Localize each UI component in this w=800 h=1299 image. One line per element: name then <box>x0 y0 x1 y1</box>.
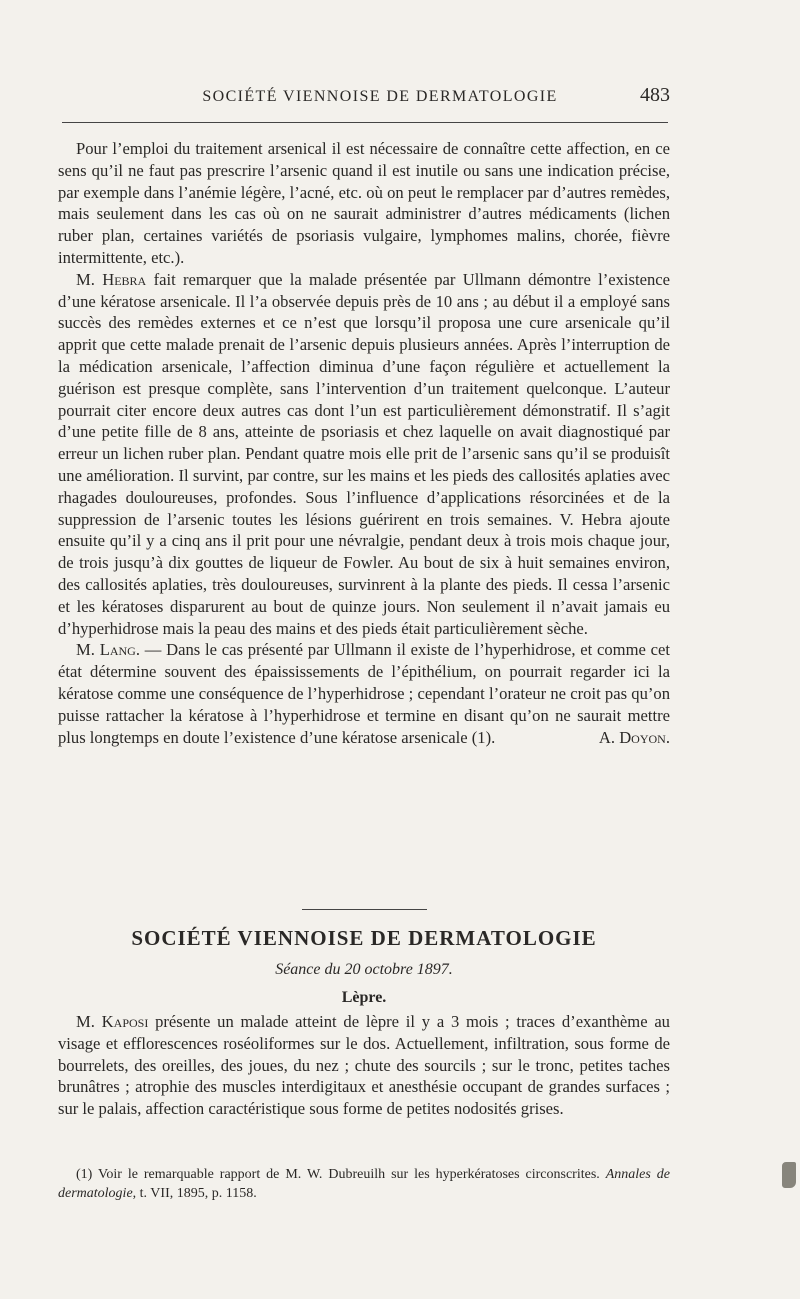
paragraph-kaposi <box>58 1011 670 1120</box>
speaker-prefix: M. <box>76 640 95 660</box>
session-date: Séance du 20 octobre 1897. <box>275 961 453 978</box>
footnote-text: Voir le remarquable rapport de M. W. Dubreuilh sur les hyperkératoses circonscrites. <box>98 1167 600 1182</box>
author-signature: A. Doyon. <box>598 727 670 747</box>
subheading-lepre: Lèpre. <box>341 989 387 1006</box>
footnote <box>58 1165 670 1203</box>
page-number: 483 <box>640 84 670 106</box>
speaker-name-kaposi: Kaposi <box>101 1012 149 1031</box>
paragraph-arsenical-treatment: Pour l’emploi du traitement arsenical il est nécessaire de connaître cette affection, en ce sens qu’il ne faut pas prescrire l’arsenic quand il est inutile ou sans une indication précise, par exemple dans l’anémie légère, l’acné, etc. où on peut le remplacer par d’autres remèdes, mais seulement dans les cas où on ne saurait administrer d’autres médicaments (lichen ruber plan, certaines variétés de psoriasis vulgaire, lymphomes malins, chorée, fièvre intermittente, etc.). <box>58 139 670 267</box>
speaker-name-hebra: Hebra <box>102 269 147 289</box>
paragraph-kaposi-text: présente un malade atteint de lèpre il y a 3 mois ; traces d’exanthème au visage et efflorescences roséoliformes sur le dos. Actuellement, infiltration, sous forme de bourrelets, des oreilles, des joues, du nez ; chute des sourcils ; sur le tronc, petites taches brunâtres ; atrophie des muscles interdigitaux et anesthésie occupant de grandes surfaces ; sur le palais, affection caractéristique sous forme de petites nodosités grises. <box>58 1012 670 1119</box>
ink-stain <box>782 1162 796 1188</box>
running-title: SOCIÉTÉ VIENNOISE DE DERMATOLOGIE <box>202 88 558 105</box>
section-divider <box>302 909 427 910</box>
footnote-marker: (1) <box>76 1167 93 1182</box>
new-section <box>58 926 670 1120</box>
speaker-prefix: M. <box>76 1012 95 1031</box>
footnote-journal: Annales de dermatologie <box>58 1167 670 1201</box>
speaker-prefix: M. <box>76 269 95 289</box>
speaker-name-lang: Lang. <box>99 640 140 660</box>
paragraph-lang <box>58 639 670 748</box>
section-title: SOCIÉTÉ VIENNOISE DE DERMATOLOGIE <box>131 926 597 950</box>
header-rule <box>62 122 668 123</box>
paragraph-hebra-text: fait remarquer que la malade présentée par Ullmann démontre l’existence d’une kératose arsenicale. Il l’a observée depuis près de 10 ans ; au début il a employé sans succès des remèdes externes et ce n’est que lorsqu’il proposa une cure arsenicale qu’il apprit que cette malade prenait de l’arsenic depuis plusieurs années. Après l’interruption de la médication arsenicale, l’affection diminua d’une façon régulière et actuellement la guérison est presque complète, sans l’intervention d’un traitement quelconque. L’auteur pourrait citer encore deux autres cas dont l’un est particulièrement démonstratif. Il s’agit d’une petite fille de 8 ans, atteinte de psoriasis et chez laquelle on avait diagnostiqué par erreur un lichen ruber plan. Pendant quatre mois elle prit de l’arsenic sans qu’il se produisît une amélioration. Il survint, par contre, sur les mains et les pieds des callosités aplaties avec rhagades douloureuses, profondes. Sous l’influence d’applications résorcinées et de la suppression de l’arsenic toutes les lésions guérirent en trois semaines. V. Hebra ajoute ensuite qu’il y a cinq ans il prit pour une névralgie, pendant deux à trois mois chaque jour, de trois jusqu’à dix gouttes de liqueur de Fowler. Au bout de six à huit semaines environ, des callosités aplaties, très douloureuses, survinrent à la plante des pieds. Il cessa l’arsenic et les kératoses disparurent au bout de quinze jours. Non seulement il n’avait jamais eu d’hyperhidrose mais la peau des mains et des pieds était particulièrement sèche. <box>58 269 670 638</box>
page-header <box>60 84 670 112</box>
body-text <box>58 138 670 748</box>
paragraph-hebra <box>58 269 670 640</box>
footnote-citation: , t. VII, 1895, p. 1158. <box>132 1186 257 1201</box>
paragraph-lang-text: — Dans le cas présenté par Ullmann il existe de l’hyperhidrose, et comme cet état détermine souvent des épaississements de l’épithélium, on pourrait regarder ici la kératose comme une conséquence de l’hyperhidrose ; cependant l’orateur ne croit pas qu’on puisse rattacher la kératose à l’hyperhidrose et termine en disant qu’on ne saurait mettre plus longtemps en doute l’existence d’une kératose arsenicale (1). <box>58 640 670 747</box>
